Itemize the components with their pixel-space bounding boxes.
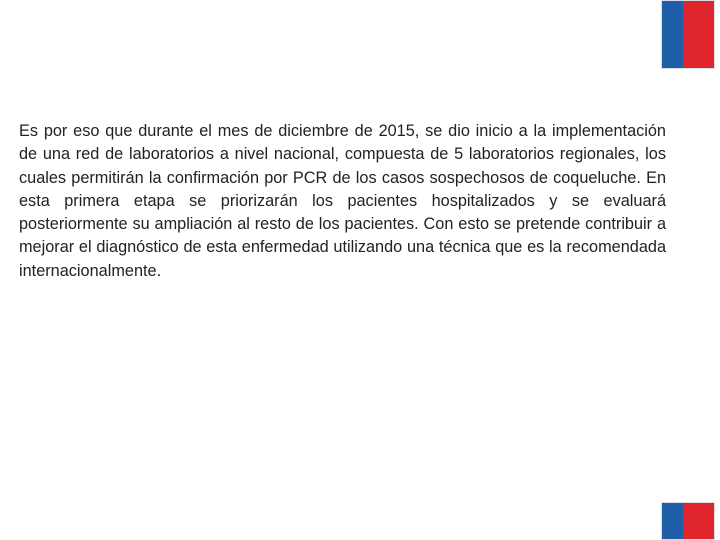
flag-red-band (683, 1, 714, 68)
flag-bottom-decoration (661, 502, 715, 540)
flag-blue-band (662, 1, 683, 68)
slide-body-paragraph: Es por eso que durante el mes de diciembre de 2015, se dio inicio a la implementación de una red de laboratorios a nivel nacional, compuesta de 5 laboratorios regionales, los cuales permitirán la confirmación por PCR de los casos sospechosos de coqueluche. En esta primera etapa se priorizarán los pacientes hospitalizados y se evaluará posteriormente su ampliación al resto de los pacientes. Con esto se pretende contribuir a mejorar el diagnóstico de esta enfermedad utilizando una técnica que es la recomendada internacionalmente. (19, 122, 666, 280)
flag-red-band (683, 503, 714, 539)
flag-top-decoration (661, 0, 715, 69)
flag-blue-band (662, 503, 683, 539)
